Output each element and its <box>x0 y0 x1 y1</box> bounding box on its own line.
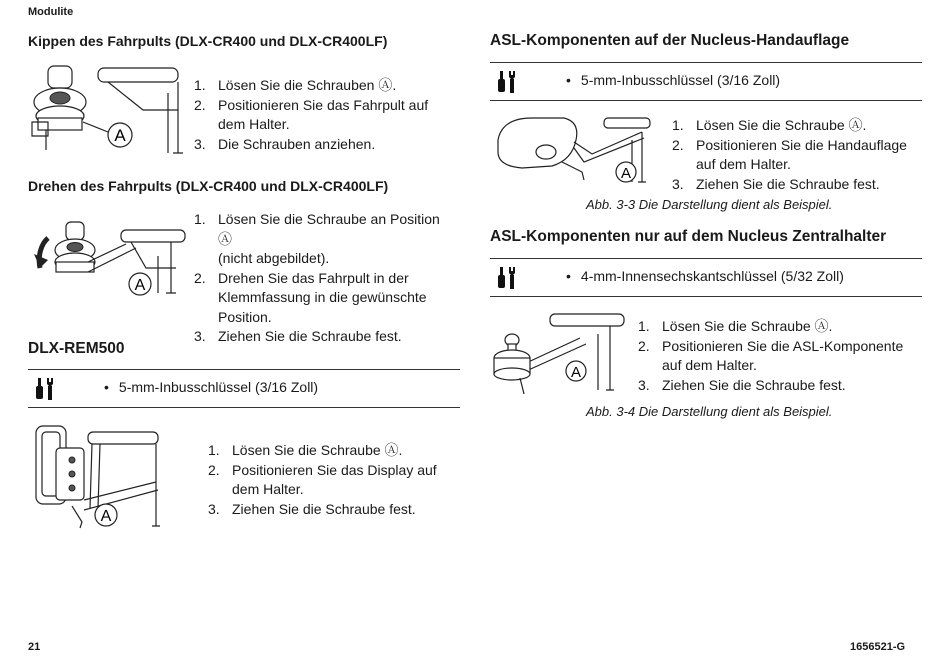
step-number: 1. <box>672 117 684 133</box>
step-number: 2. <box>672 136 684 153</box>
step-number: 3. <box>672 175 684 192</box>
step-text-line: Ziehen Sie die Schraube fest. <box>662 376 846 393</box>
step-item <box>638 376 918 396</box>
step-text-line: Drehen Sie das Fahrpult in der <box>218 269 409 286</box>
step-text-line: (nicht abgebildet). <box>218 250 330 266</box>
page-header: Modulite <box>28 6 74 18</box>
step-text-line: auf dem Halter. <box>696 156 791 172</box>
step-text-line: Position. <box>218 308 272 325</box>
step-item <box>638 337 918 376</box>
steps-asl-handrest <box>672 116 932 194</box>
step-number: 3. <box>208 500 220 517</box>
steps-rotate <box>194 210 449 347</box>
screwdriver-wrench-icon <box>36 376 64 400</box>
svg-text:A: A <box>114 126 126 145</box>
step-text-line: Lösen Sie die Schraube an Position Ⓐ <box>218 211 440 247</box>
step-text-line: Lösen Sie die Schraube Ⓐ. <box>232 442 403 458</box>
steps-asl-central <box>638 317 918 395</box>
section-title-rem500: DLX-REM500 <box>28 340 125 357</box>
doc-number: 1656521-G <box>850 641 906 653</box>
step-item <box>638 317 918 337</box>
joystick-knob <box>48 66 72 88</box>
step-number: 1. <box>194 211 206 227</box>
section-title-asl-handrest: ASL-Komponenten auf der Nucleus-Handauflage <box>490 32 850 49</box>
tools-box-rem500 <box>28 369 460 408</box>
tools-box-asl-central <box>490 258 922 297</box>
svg-text:A: A <box>134 277 146 294</box>
step-text-line: Die Schrauben anziehen. <box>218 135 376 152</box>
step-text-line: Klemmfassung in die gewünschte <box>218 289 427 305</box>
screwdriver-wrench-icon <box>498 69 526 93</box>
step-item <box>208 500 448 520</box>
step-item <box>672 136 932 175</box>
mount-bar <box>98 68 178 82</box>
figure-asl-central <box>490 308 630 398</box>
step-text-line: Ziehen Sie die Schraube fest. <box>696 175 880 192</box>
figure-tilt-controller <box>28 58 188 162</box>
step-item <box>194 269 449 328</box>
step-item <box>672 175 932 195</box>
section-title-rotate: Drehen des Fahrpults (DLX-CR400 und DLX-CR400LF) <box>28 178 389 194</box>
steps-rem500 <box>208 441 448 519</box>
step-number: 1. <box>194 77 206 93</box>
step-text-line: Positionieren Sie die ASL-Komponente <box>662 337 904 354</box>
step-text-line: Positionieren Sie die Handauflage <box>696 136 907 153</box>
screwdriver-wrench-icon <box>498 265 526 289</box>
step-text-line: dem Halter. <box>232 481 304 497</box>
step-number: 2. <box>194 269 206 286</box>
tools-box-asl-handrest <box>490 62 922 101</box>
step-item <box>208 461 448 500</box>
step-item <box>194 327 449 347</box>
step-number: 3. <box>638 376 650 393</box>
step-text-line: Positionieren Sie das Fahrpult auf <box>218 96 429 113</box>
steps-tilt <box>194 76 444 154</box>
step-number: 2. <box>638 337 650 354</box>
step-text-line: dem Halter. <box>218 116 290 132</box>
step-item <box>194 210 449 269</box>
step-item <box>194 135 444 155</box>
step-text-line: Ziehen Sie die Schraube fest. <box>232 500 416 517</box>
section-title-tilt: Kippen des Fahrpults (DLX-CR400 und DLX-CR400LF) <box>28 33 388 49</box>
step-text-line: Positionieren Sie das Display auf <box>232 461 437 478</box>
step-text-line: Lösen Sie die Schrauben Ⓐ. <box>218 77 397 93</box>
step-number: 1. <box>208 442 220 458</box>
step-item <box>194 76 444 96</box>
controller-dial <box>50 92 70 104</box>
step-item <box>194 96 444 135</box>
svg-text:A: A <box>100 508 112 525</box>
figure-rotate-controller <box>26 218 188 300</box>
caption-fig-3-3: Abb. 3-3 Die Darstellung dient als Beispiel. <box>586 197 833 212</box>
step-text-line: Ziehen Sie die Schraube fest. <box>218 328 402 344</box>
step-number: 2. <box>194 96 206 113</box>
tool-item: • 4-mm-Innensechskantschlüssel (5/32 Zoll) <box>566 268 844 284</box>
tool-item: • 5-mm-Inbusschlüssel (3/16 Zoll) <box>104 379 318 395</box>
handrest <box>498 118 577 168</box>
figure-rem500 <box>28 420 168 534</box>
step-text-line: Lösen Sie die Schraube Ⓐ. <box>662 318 833 334</box>
step-text-line: Lösen Sie die Schraube Ⓐ. <box>696 117 867 133</box>
page-number: 21 <box>28 641 41 653</box>
step-number: 2. <box>208 461 220 478</box>
caption-fig-3-4: Abb. 3-4 Die Darstellung dient als Beispiel. <box>586 404 833 419</box>
step-text-line: auf dem Halter. <box>662 357 757 373</box>
step-item <box>208 441 448 461</box>
tool-item: • 5-mm-Inbusschlüssel (3/16 Zoll) <box>566 72 780 88</box>
step-item <box>672 116 932 136</box>
figure-asl-handrest <box>492 112 662 192</box>
step-number: 1. <box>638 318 650 334</box>
svg-text:A: A <box>620 165 632 182</box>
section-title-asl-central: ASL-Komponenten nur auf dem Nucleus Zentralhalter <box>490 228 887 245</box>
step-number: 3. <box>194 328 206 344</box>
step-number: 3. <box>194 135 206 152</box>
svg-text:A: A <box>570 364 582 381</box>
